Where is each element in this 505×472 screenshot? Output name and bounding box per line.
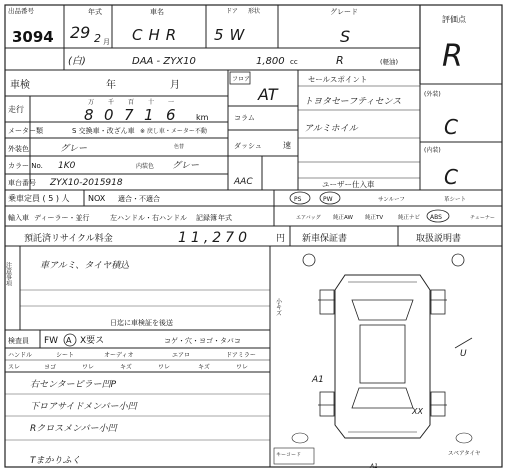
meter-label: メーター類 [8,127,43,135]
seat-label: シート [56,352,75,359]
nox-label: NOX [88,194,106,203]
handle-options: 左ハンドル・右ハンドル [110,214,187,222]
shaken-year-label: 年 [106,80,116,91]
ps-label: PS [294,196,302,203]
alloy-label: 純正AW [333,215,353,221]
mark-a1-1: A1 [312,375,324,385]
mileage-units [88,98,174,106]
lot-number: 3094 [12,28,54,46]
airbag-label: エアバッグ [296,215,321,221]
tv-label: 純正TV [365,215,384,221]
r3-item-1: スレ [8,364,21,371]
inspector-note-2: 下ロアサイドメンバー小凹 [30,402,137,412]
mileage-label: 走行 [8,105,24,114]
unit-sen: 千 [108,99,115,106]
manual-label: 取扱説明書 [416,234,462,244]
key-label: キーコード [276,452,302,458]
inspector-note-4: Tまかりふく [30,456,81,466]
meter-options-2: ※ 戻し車・メーター不動 [140,128,207,135]
fw-label: FW [44,336,59,346]
column-label: コラム [234,114,255,122]
score-label: 評価点 [442,15,466,24]
shaken-label: 車検 [10,80,30,91]
inspector-note-1: 右センターピラー凹P [30,380,117,390]
rear-left-mark-icon [292,433,308,443]
door-mirror-label: ドアミラー [226,352,256,359]
mark-xx: XX [412,407,423,416]
spare-caption: スペアタイヤ [448,451,481,457]
month-label: 月 [103,38,110,46]
fw-circle-label: A [66,336,72,345]
rear-right-wheel-icon [431,392,445,416]
sales-line-2: アルミホイル [304,124,358,134]
nox-options: 適合・不適合 [118,195,160,203]
lights-label: (軽油) [380,58,399,66]
rear-left-wheel-icon [320,392,334,416]
cc-label: cc [290,58,298,66]
inspector-label: 検査員 [8,337,29,345]
ac-value: AAC [234,177,253,187]
x-needed: X要ス [80,336,105,346]
plate-value: (白) [68,56,86,67]
notes-side-label: 注意事項 [4,262,12,286]
rear-window-icon [352,388,413,408]
abs-label: ABS [430,214,442,221]
kogi-label: コゲ・穴・ヨゴ・タバコ [164,337,241,345]
chassis-value: ZYX10-2015918 [50,178,123,188]
month-value: 2 [94,32,101,45]
handle-label: ハンドル [8,352,33,359]
doors-label: ドア [226,8,238,15]
digit-2: 0 [104,106,114,124]
sales-line-1: トヨタセーフティセンス [304,97,402,107]
name-value: CHR [132,26,183,44]
r3-item-2: ヨゴ [44,364,57,371]
unit-man: 万 [88,99,95,106]
grade-value: S [340,27,351,46]
import-options: ディーラー・並行 [34,214,90,222]
int-label: (内装) [424,147,441,154]
unit-juu: 十 [148,99,155,106]
ext-color-value: グレー [60,144,88,154]
user-buyer: ユーザー仕入車 [322,180,375,189]
mark-a1-2: A1 [370,463,378,470]
digit-3: 7 [124,106,134,124]
ext-label: (外装) [424,91,441,98]
unit-ichi: 一 [168,99,175,106]
floor-label: フロア [232,76,251,83]
pw-label: PW [323,196,333,203]
roof-icon [360,325,405,383]
inspector-row-3 [8,363,248,371]
car-diagram [274,254,481,470]
color-code-value: 1K0 [58,161,76,171]
r3-item-5: ワレ [158,364,171,371]
ext-value: C [444,115,458,139]
year-value: 29 [70,23,91,42]
lot-label: 出品番号 [8,7,34,15]
speed-label: 速 [283,141,291,150]
r3-item-3: ワレ [82,364,95,371]
warranty-label: 新車保証書 [302,234,348,244]
dash-label: ダッシュ [234,142,262,150]
front-left-mark-icon [303,254,315,266]
notes-line-1: 車アルミ、タイヤ積込 [40,261,130,271]
lights-value: R [336,54,344,67]
import-label: 輸入車 [8,214,29,222]
meter-options: S 交換車・改ざん車 [72,127,135,135]
tuner-label: チューナー [470,215,495,221]
chassis-label: 車台番号 [8,179,36,187]
name-label: 車名 [150,8,164,16]
displacement: 1,800 [256,56,285,67]
record-year: 年式 [218,214,232,222]
digit-4: 1 [144,106,154,124]
shaken-month-label: 月 [170,80,180,91]
mileage-digits [84,106,176,124]
front-right-wheel-icon [431,290,445,314]
windshield-icon [352,300,413,320]
int-color-label: 内装色 [136,163,155,170]
recycle-unit: 円 [276,234,286,244]
leather-label: 革シート [444,197,467,203]
digit-5: 6 [166,106,176,124]
notes-date-text: 日迄に車検証を後送 [110,319,173,327]
audio-label: オーディオ [104,352,134,359]
rear-right-mark-icon [456,433,472,443]
ext-color-label: 外装色 [8,145,29,153]
color-code-label: カラー No. [8,162,43,170]
shape-label: 形状 [248,8,261,15]
score-value: R [442,39,463,74]
inspector-note-3: Rクロスメンバー小凹 [30,424,117,434]
r3-item-7: ワレ [236,364,249,371]
recycle-amount: 11,270 [178,230,251,246]
r3-item-6: キズ [198,364,210,371]
trans-value: AT [258,85,278,104]
km-label: km [196,113,209,122]
model-code: DAA - ZYX10 [132,56,196,67]
front-right-mark-icon [452,254,464,266]
recycle-label: 預託済リサイクル料金 [24,234,113,244]
navi-label: 純正ナビ [398,215,421,221]
sales-title: セールスポイント [308,75,368,84]
option-icons [290,192,495,222]
grade-label: グレード [330,8,358,16]
sunroof-label: サンルーフ [378,197,405,203]
doors-value: 5W [214,26,251,44]
r3-item-4: キズ [120,364,132,371]
record-label: 記録簿 [196,214,217,222]
int-color-value: グレー [172,161,200,171]
capacity: 乗車定員 ( 5 ) 人 [8,194,70,203]
digit-1: 8 [84,106,94,124]
side-caption: 小キズ [274,298,282,316]
aero-label: エアロ [172,352,191,359]
int-value: C [444,165,458,189]
year-label: 年式 [88,8,102,16]
mark-u: U [460,349,467,359]
unit-hyaku: 百 [128,99,135,106]
inspector-row-2 [8,351,256,359]
color-change-label: 色替 [174,144,185,150]
front-left-wheel-icon [320,290,334,314]
